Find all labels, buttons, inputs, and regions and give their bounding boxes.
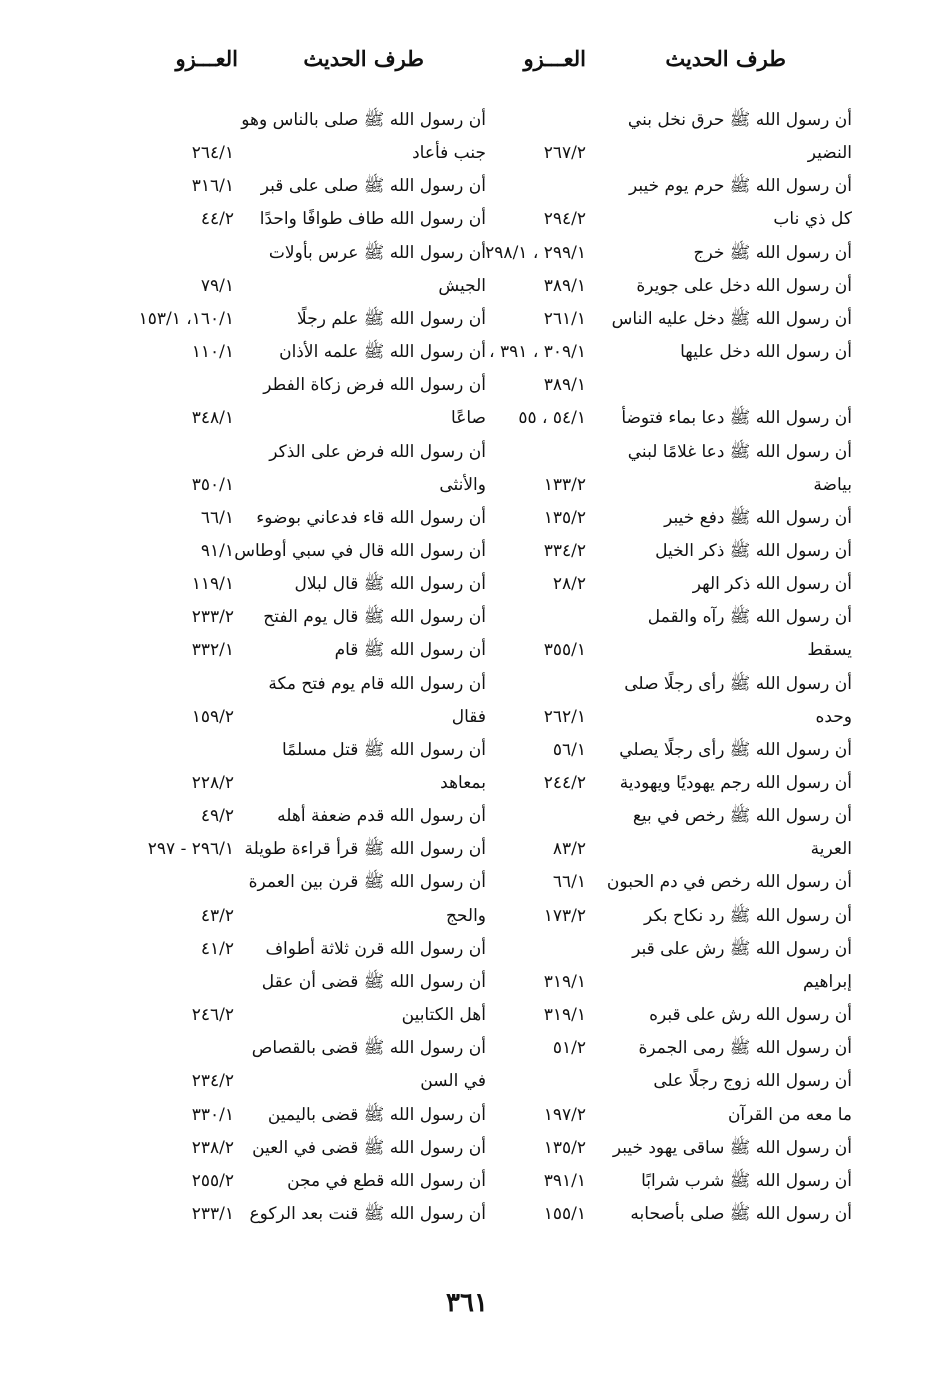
- hadith-text-col1: وحده: [815, 706, 852, 727]
- hadith-text-col1: أن رسول الله ﷺ رخص في بيع: [632, 806, 852, 827]
- hadith-ref-col2: ٣١٦/١: [191, 176, 234, 197]
- table-row: [0, 403, 934, 433]
- hadith-ref-col1: ١٣٥/٢: [543, 1137, 586, 1158]
- hadith-text-col2: جنب فأعاد: [412, 143, 486, 164]
- hadith-text-col1: أن رسول الله ﷺ رد نكاح بكر: [644, 905, 852, 926]
- hadith-text-col2: أن رسول الله طاف طوافًا واحدًا: [259, 209, 486, 230]
- hadith-ref-col2: ٣٣٠/١: [191, 1104, 234, 1125]
- hadith-ref-col1: ٣٩١/١: [543, 1170, 586, 1191]
- hadith-ref-col2: ٢٥٥/٢: [191, 1170, 234, 1191]
- hadith-text-col2: أن رسول الله قام يوم فتح مكة: [268, 673, 486, 694]
- hadith-ref-col2: ٧٩/١: [200, 275, 234, 296]
- table-row: [0, 768, 934, 798]
- hadith-ref-col1: ٣١٩/١: [543, 1005, 586, 1026]
- table-row: [0, 536, 934, 566]
- hadith-ref-col2: ٩١/١: [200, 540, 234, 561]
- hadith-text-col1: أن رسول الله ﷺ ذكر الخيل: [655, 540, 852, 561]
- hadith-ref-col1: ٣٥٥/١: [543, 640, 586, 661]
- hadith-ref-col1: ٢٩٤/٢: [543, 209, 586, 230]
- table-row: [0, 370, 934, 400]
- hadith-text-col1: أن رسول الله دخل على جويرة: [636, 275, 852, 296]
- hadith-text-col2: أن رسول الله قال في سبي أوطاس: [234, 540, 486, 561]
- table-row: [0, 569, 934, 599]
- hadith-text-col2: أن رسول الله قرن ثلاثة أطواف: [265, 938, 486, 959]
- hadith-ref-col1: ٣٨٩/١: [543, 275, 586, 296]
- hadith-text-col1: أن رسول الله ﷺ حرق نخل بني: [627, 110, 852, 130]
- hadith-ref-col1: ٢٦٧/٢: [543, 143, 586, 164]
- table-row: [0, 1199, 934, 1229]
- hadith-text-col2: أن رسول الله قدم ضعفة أهله: [277, 806, 486, 827]
- table-row: [0, 867, 934, 897]
- hadith-text-col2: والأنثى: [439, 474, 486, 495]
- hadith-ref-col2: ٣٥٠/١: [191, 474, 234, 495]
- hadith-text-col1: أن رسول الله رخص في دم الحبون: [606, 872, 852, 893]
- hadith-text-col2: أن رسول الله ﷺ قضى بالقصاص: [251, 1038, 486, 1059]
- hadith-text-col2: أن رسول الله ﷺ قتل مسلمًا: [281, 739, 486, 760]
- hadith-ref-col2: ٢٣٨/٢: [191, 1137, 234, 1158]
- hadith-text-col1: أن رسول الله ﷺ دعا بماء فتوضأ: [621, 408, 852, 429]
- hadith-ref-col1: ٢٩٩/١ ، ٢٩٨/١: [485, 242, 586, 263]
- table-row: [0, 635, 934, 665]
- hadith-text-col1: العرية: [810, 839, 852, 860]
- hadith-text-col1: أن رسول الله ﷺ دفع خيبر: [664, 507, 852, 528]
- table-row: [0, 304, 934, 334]
- hadith-ref-col2: ١٦٠/١، ١٥٣/١: [138, 308, 234, 329]
- hadith-text-col2: أن رسول الله ﷺ قرأ قراءة طويلة: [244, 839, 486, 860]
- hadith-text-col1: أن رسول الله ﷺ دعا غلامًا لبني: [627, 441, 852, 462]
- hadith-text-col1: أن رسول الله ﷺ ساقى يهود خيبر: [612, 1137, 852, 1158]
- hadith-text-col1: أن رسول الله ﷺ شرب شرابًا: [641, 1170, 852, 1191]
- hadith-text-col2: صاعًا: [451, 408, 486, 429]
- hadith-ref-col1: ٢٨/٢: [552, 574, 586, 595]
- hadith-text-col1: أن رسول الله ﷺ صلى بأصحابه: [630, 1203, 852, 1224]
- table-row: [0, 1166, 934, 1196]
- hadith-text-col1: إبراهيم: [803, 971, 852, 992]
- hadith-text-col2: أهل الكتابين: [401, 1005, 486, 1026]
- hadith-ref-col2: ٢٤٦/٢: [191, 1005, 234, 1026]
- hadith-ref-col2: ٤٤/٢: [200, 209, 234, 230]
- hadith-text-col2: أن رسول الله فرض زكاة الفطر: [263, 375, 486, 396]
- hadith-text-col1: أن رسول الله ﷺ رأى رجلًا يصلي: [619, 739, 852, 760]
- hadith-text-col1: بياضة: [813, 474, 852, 495]
- hadith-ref-col2: ٢٦٤/١: [191, 143, 234, 164]
- hadith-ref-col1: ١٧٣/٢: [543, 905, 586, 926]
- hadith-text-col2: أن رسول الله قاء فدعاني بوضوء: [256, 507, 486, 528]
- hadith-text-col1: ما معه من القرآن: [727, 1104, 852, 1125]
- hadith-ref-col1: ١٣٣/٢: [543, 474, 586, 495]
- hadith-text-col2: الجيش: [438, 275, 486, 296]
- table-row: [0, 1133, 934, 1163]
- header-hadith-col2: طرف الحديث: [303, 46, 424, 71]
- table-row: [0, 702, 934, 732]
- table-row: [0, 735, 934, 765]
- table-row: [0, 204, 934, 234]
- hadith-text-col2: والحج: [445, 905, 486, 926]
- hadith-text-col1: أن رسول الله ﷺ رآه والقمل: [647, 607, 852, 628]
- hadith-text-col1: أن رسول الله ﷺ دخل عليه الناس: [611, 308, 852, 329]
- hadith-ref-col2: ٣٤٨/١: [191, 408, 234, 429]
- hadith-text-col2: أن رسول الله ﷺ صلى بالناس وهو: [241, 110, 486, 130]
- hadith-text-col2: أن رسول الله ﷺ عرس بأولات: [268, 242, 486, 263]
- hadith-text-col2: أن رسول الله ﷺ قضى أن عقل: [261, 971, 486, 992]
- hadith-text-col2: أن رسول الله قطع في مجن: [287, 1170, 486, 1191]
- hadith-ref-col1: ١٥٥/١: [543, 1203, 586, 1224]
- hadith-ref-col1: ٢٦٢/١: [543, 706, 586, 727]
- hadith-ref-col2: ٢٣٣/٢: [191, 607, 234, 628]
- hadith-text-col2: أن رسول الله ﷺ صلى على قبر: [260, 176, 486, 197]
- table-row: [0, 901, 934, 931]
- hadith-ref-col1: ٣٨٩/١: [543, 375, 586, 396]
- table-row: [0, 238, 934, 268]
- hadith-ref-col1: ٥١/٢: [552, 1038, 586, 1059]
- table-row: [0, 138, 934, 168]
- hadith-text-col2: أن رسول الله ﷺ قنت بعد الركوع: [249, 1203, 486, 1224]
- hadith-text-col1: أن رسول الله ﷺ خرج: [693, 242, 852, 263]
- hadith-ref-col1: ٥٤/١ ، ٥٥: [518, 408, 586, 429]
- hadith-ref-col2: ٤١/٢: [200, 938, 234, 959]
- hadith-text-col1: أن رسول الله ﷺ رمى الجمرة: [638, 1038, 852, 1059]
- hadith-text-col2: أن رسول الله فرض على الذكر: [269, 441, 486, 462]
- table-row: [0, 470, 934, 500]
- table-row: [0, 271, 934, 301]
- hadith-text-col1: كل ذي ناب: [773, 209, 852, 230]
- hadith-ref-col2: ٢٣٤/٢: [191, 1071, 234, 1092]
- hadith-ref-col2: ١١٩/١: [191, 574, 234, 595]
- table-row: [0, 602, 934, 632]
- hadith-ref-col2: ٢٣٣/١: [191, 1203, 234, 1224]
- table-row: [0, 834, 934, 864]
- hadith-ref-col1: ٥٦/١: [552, 739, 586, 760]
- hadith-text-col2: فقال: [451, 706, 486, 727]
- table-row: [0, 1100, 934, 1130]
- table-row: [0, 1033, 934, 1063]
- hadith-text-col1: أن رسول الله رش على قبره: [649, 1005, 852, 1026]
- hadith-text-col1: النضير: [807, 143, 852, 164]
- hadith-text-col2: أن رسول الله ﷺ قام: [334, 640, 486, 661]
- hadith-ref-col1: ٢٦١/١: [543, 308, 586, 329]
- hadith-ref-col2: ١١٠/١: [191, 342, 234, 363]
- table-row: [0, 967, 934, 997]
- hadith-ref-col1: ٦٦/١: [552, 872, 586, 893]
- hadith-ref-col1: ٨٣/٢: [552, 839, 586, 860]
- table-row: [0, 337, 934, 367]
- hadith-text-col1: أن رسول الله ﷺ حرم يوم خيبر: [628, 176, 852, 197]
- hadith-text-col2: أن رسول الله ﷺ قرن بين العمرة: [248, 872, 486, 893]
- table-row: [0, 503, 934, 533]
- hadith-ref-col1: ٢٤٤/٢: [543, 773, 586, 793]
- hadith-text-col2: في السن: [420, 1071, 486, 1092]
- table-row: [0, 801, 934, 831]
- hadith-ref-col1: ١٩٧/٢: [543, 1104, 586, 1125]
- hadith-text-col1: أن رسول الله ﷺ رأى رجلًا صلى: [624, 673, 852, 694]
- hadith-ref-col2: ٢٩٦/١ - ٢٩٧: [147, 839, 234, 860]
- hadith-ref-col2: ٦٦/١: [200, 507, 234, 528]
- table-row: [0, 437, 934, 467]
- hadith-ref-col1: ٣٣٤/٢: [543, 540, 586, 561]
- header-hadith-col1: طرف الحديث: [665, 46, 786, 71]
- hadith-ref-col2: ٣٣٢/١: [191, 640, 234, 661]
- table-row: [0, 105, 934, 135]
- table-row: [0, 934, 934, 964]
- hadith-text-col2: بمعاهد: [440, 773, 486, 793]
- hadith-text-col2: أن رسول الله ﷺ علم رجلًا: [297, 308, 486, 329]
- hadith-ref-col1: ٣١٩/١: [543, 971, 586, 992]
- hadith-ref-col1: ٣٠٩/١ ، ٣٩١ ،: [489, 342, 586, 363]
- hadith-text-col1: أن رسول الله زوج رجلًا على: [653, 1071, 852, 1092]
- hadith-ref-col2: ٤٩/٢: [200, 806, 234, 827]
- hadith-ref-col2: ١٥٩/٢: [191, 706, 234, 727]
- hadith-text-col1: أن رسول الله رجم يهوديًا ويهودية: [619, 773, 852, 793]
- header-ref-col2: العـــزو: [175, 46, 238, 71]
- hadith-text-col1: أن رسول الله دخل عليها: [680, 342, 852, 363]
- hadith-ref-col2: ٢٢٨/٢: [191, 773, 234, 793]
- hadith-text-col1: يسقط: [807, 640, 852, 661]
- table-row: [0, 1066, 934, 1096]
- page-number: ٣٦١: [446, 1288, 488, 1318]
- table-row: [0, 171, 934, 201]
- hadith-text-col2: أن رسول الله ﷺ قضى في العين: [252, 1137, 486, 1158]
- hadith-text-col2: أن رسول الله ﷺ علمه الأذان: [279, 342, 486, 363]
- hadith-ref-col1: ١٣٥/٢: [543, 507, 586, 528]
- table-row: [0, 669, 934, 699]
- hadith-text-col2: أن رسول الله ﷺ قال لبلال: [294, 574, 486, 595]
- hadith-text-col1: أن رسول الله ﷺ رش على قبر: [632, 938, 852, 959]
- table-row: [0, 1000, 934, 1030]
- hadith-ref-col2: ٤٣/٢: [200, 905, 234, 926]
- hadith-text-col2: أن رسول الله ﷺ قال يوم الفتح: [263, 607, 486, 628]
- hadith-text-col2: أن رسول الله ﷺ قضى باليمين: [267, 1104, 486, 1125]
- header-ref-col1: العـــزو: [523, 46, 586, 71]
- hadith-text-col1: أن رسول الله ذكر الهر: [692, 574, 852, 595]
